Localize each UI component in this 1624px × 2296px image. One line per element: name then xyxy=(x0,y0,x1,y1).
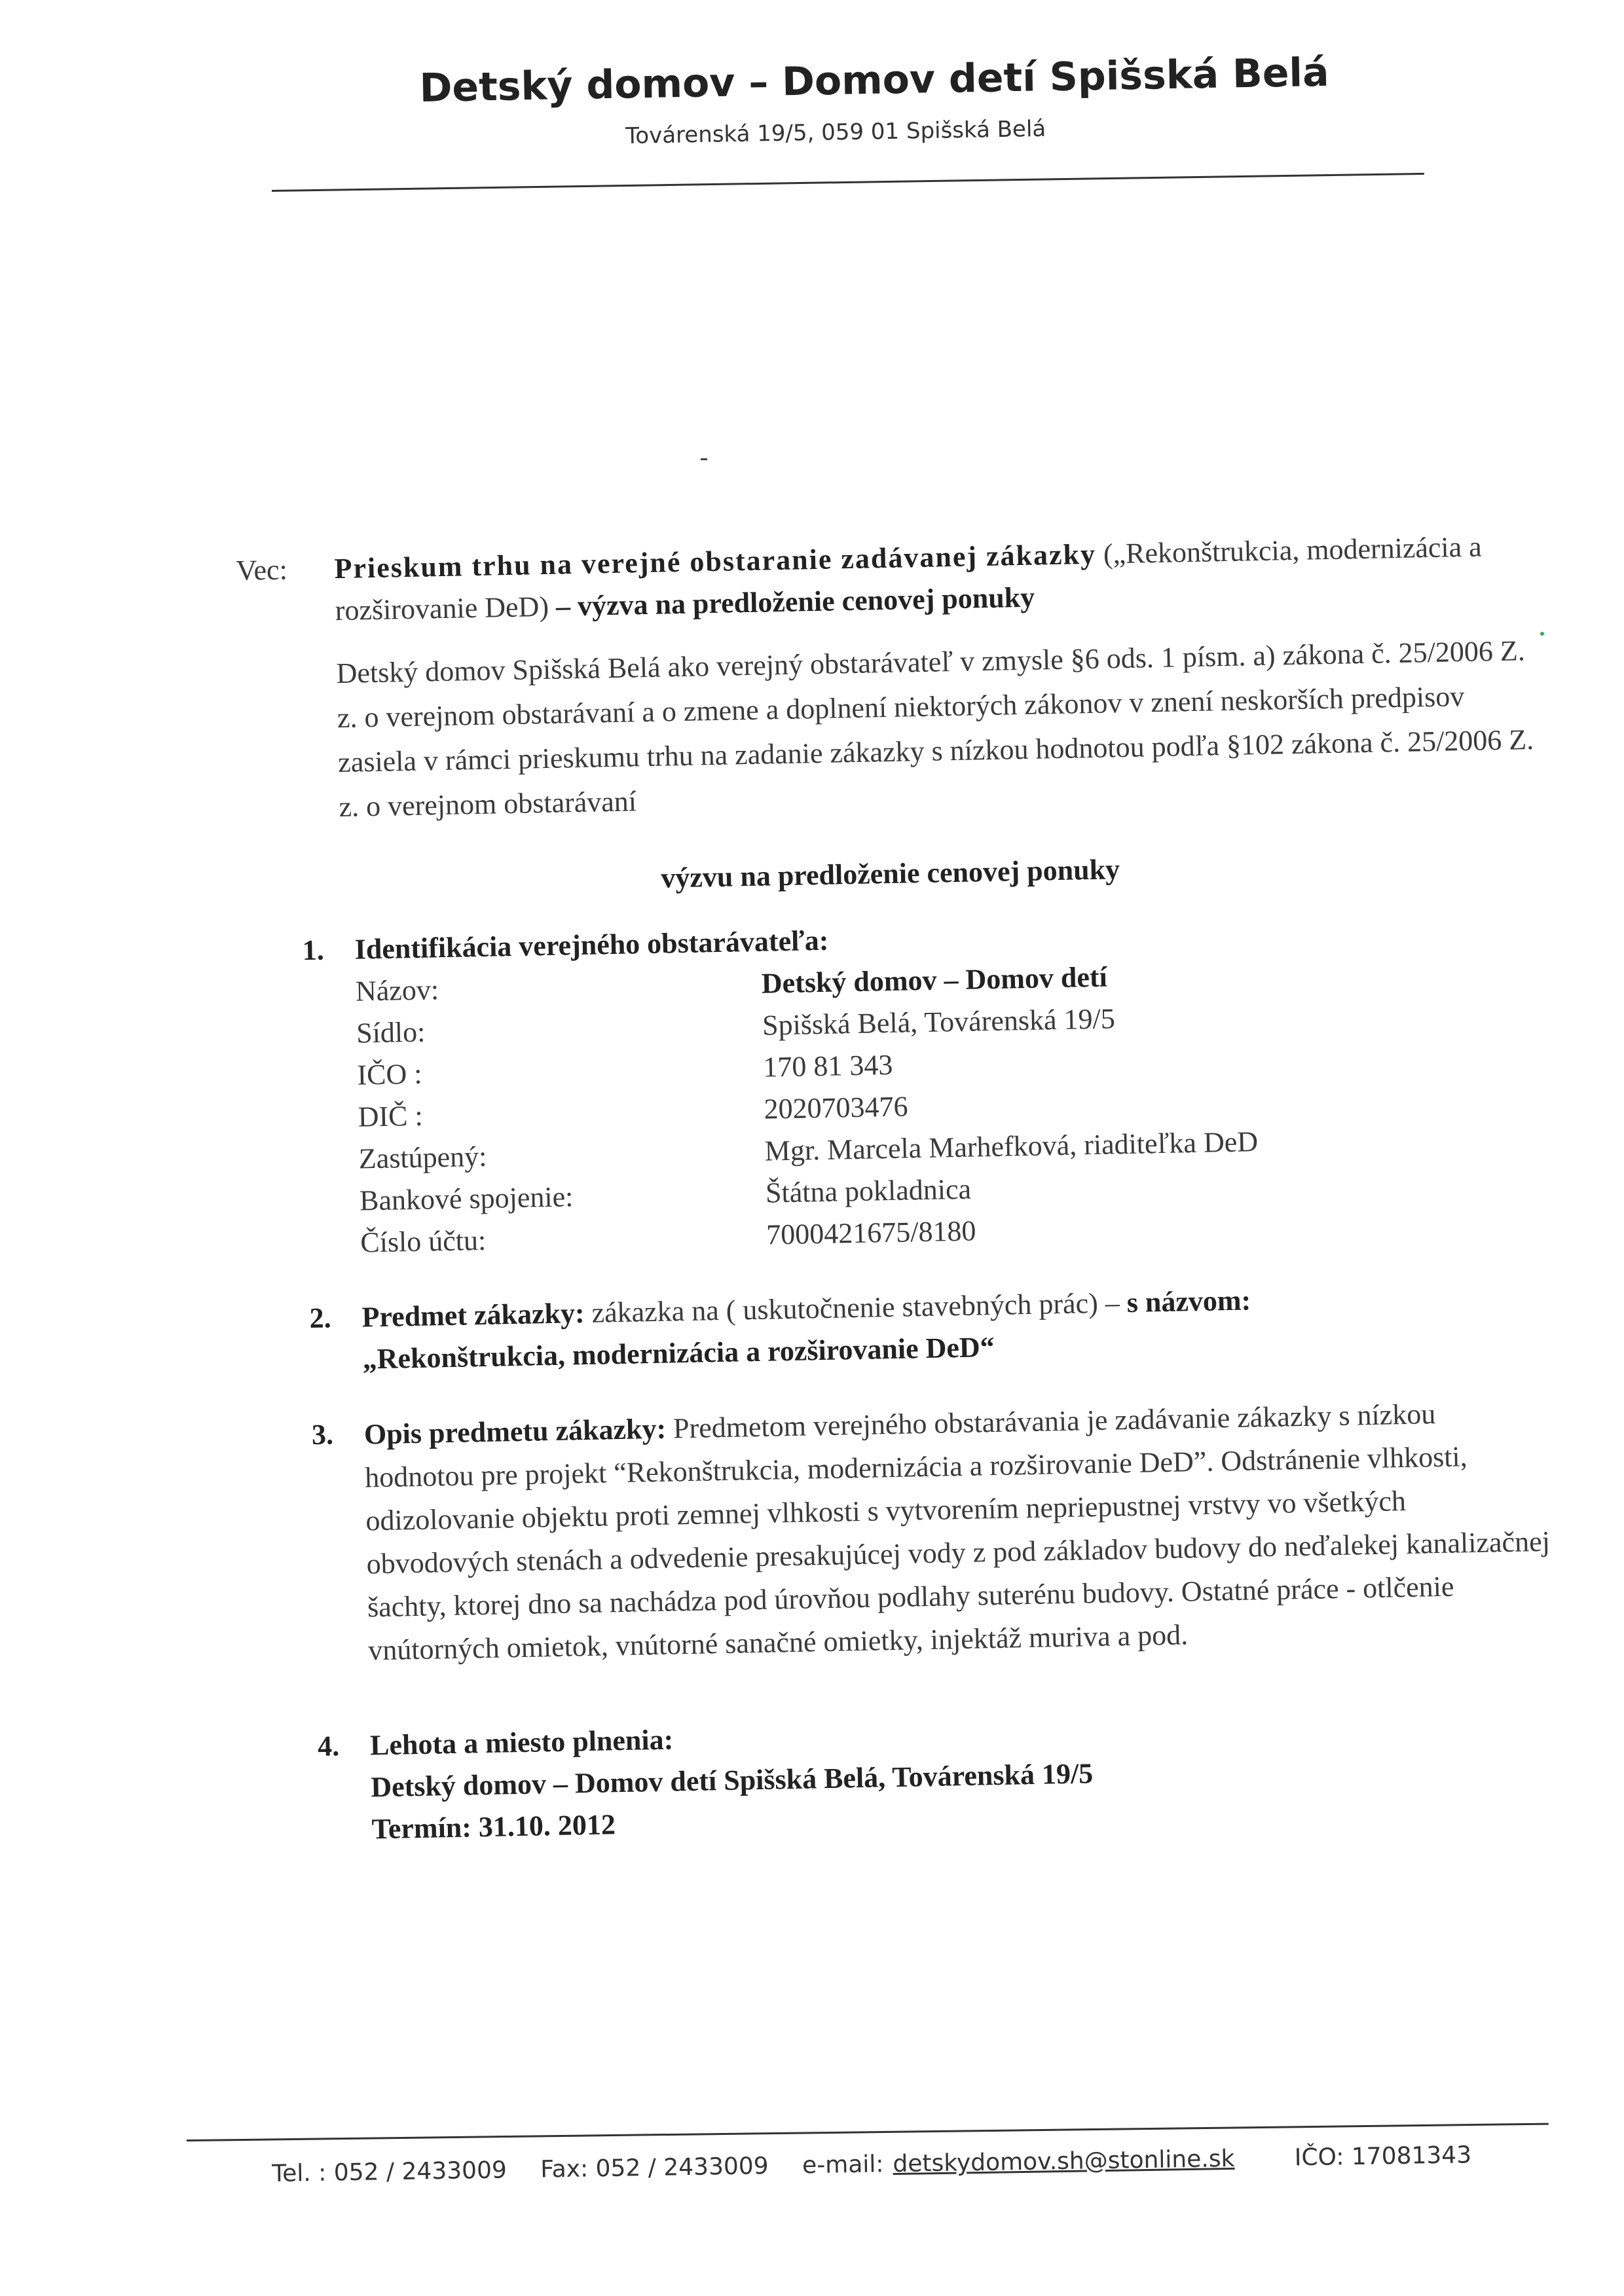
section-number: 2. xyxy=(309,1302,332,1335)
section-heading: Predmet zákazky: xyxy=(361,1296,585,1334)
section-heading: Identifikácia verejného obstarávateľa: xyxy=(354,924,829,966)
footer-email-label: e-mail: xyxy=(802,2151,884,2179)
subject-call: – výzva na predloženie cenovej ponuky xyxy=(555,581,1035,623)
subject-title: Prieskum trhu na verejné obstaranie zadávanej zákazky xyxy=(334,538,1097,585)
section-number: 3. xyxy=(311,1418,334,1451)
field-label: Bankové spojenie: xyxy=(359,1180,574,1217)
scan-speck xyxy=(1540,632,1544,636)
field-label: Sídlo: xyxy=(356,1015,426,1049)
footer-fax: Fax: 052 / 2433009 xyxy=(540,2153,769,2183)
header-divider xyxy=(272,173,1424,192)
field-value: Mgr. Marcela Marhefková, riaditeľka DeD xyxy=(764,1125,1259,1167)
section-description xyxy=(252,1391,1553,1675)
field-label: DIČ : xyxy=(358,1099,424,1133)
project-name: „Rekonštrukcia, modernizácia a rozširovanie DeD“ xyxy=(362,1330,995,1376)
field-value: 170 81 343 xyxy=(762,1048,893,1084)
section-name-label: s názvom: xyxy=(1126,1284,1251,1319)
section-heading: Lehota a miesto plnenia: xyxy=(369,1723,674,1762)
section-heading: Opis predmetu zákazky: xyxy=(363,1412,667,1451)
footer-phone: Tel. : 052 / 2433009 xyxy=(272,2157,507,2187)
page-title: Detský domov – Domov detí Spišská Belá xyxy=(419,49,1330,111)
delivery-term: Termín: 31.10. 2012 xyxy=(371,1808,616,1846)
field-value: 2020703476 xyxy=(764,1090,908,1125)
field-label: IČO : xyxy=(356,1057,422,1091)
field-value: Spišská Belá, Továrenská 19/5 xyxy=(762,1002,1116,1042)
footer-email-link[interactable]: detskydomov.sh@stonline.sk xyxy=(893,2145,1235,2178)
footer-ico: IČO: 17081343 xyxy=(1294,2141,1472,2172)
footer xyxy=(272,2141,1516,2187)
delivery-place: Detský domov – Domov detí Spišská Belá, Továrenská 19/5 xyxy=(370,1757,1094,1804)
section-text: Predmetom verejného obstarávania je zadávanie zákazky s nízkou hodnotou pre projekt “Rekonštrukcia, modernizácia a rozširovanie DeD”. Odstránenie vlhkosti, odizolovanie objektu proti zemnej vlhkosti s vytvorením nepriepustnej vrstvy vo všetkých obvodových stenách a odvedenie presakujúcej vody z pod základov budovy do neďalekej kanalizačnej šachty, ktorej dno sa nachádza pod úrovňou podlahy suterénu budovy. Ostatné práce - otlčenie vnútorných omietok, vnútorné sanačné omietky, injektáž muriva a pod. xyxy=(364,1398,1551,1667)
subject-line xyxy=(236,525,1534,634)
call-heading: výzvu na predloženie cenovej ponuky xyxy=(660,853,1120,894)
scan-speck xyxy=(701,458,707,460)
section-number: 4. xyxy=(317,1730,340,1762)
footer-divider xyxy=(187,2123,1549,2141)
subject-project: („Rekonštrukcia, modernizácia a rozširovanie DeD) xyxy=(335,530,1483,627)
field-label: Názov: xyxy=(355,974,439,1008)
field-label: Číslo účtu: xyxy=(360,1224,487,1259)
identification-fields xyxy=(355,948,1545,1264)
section-text: zákazka na ( uskutočnenie stavebných prác) – xyxy=(591,1286,1120,1329)
field-value: 7000421675/8180 xyxy=(766,1214,976,1251)
field-value: Detský domov – Domov detí xyxy=(761,960,1108,1000)
field-label: Zastúpený: xyxy=(358,1140,487,1175)
letter-body xyxy=(236,525,1557,1853)
section-identification xyxy=(243,906,1545,1266)
subject-label: Vec: xyxy=(236,553,288,587)
header-address: Továrenská 19/5, 059 01 Spišská Belá xyxy=(625,115,1046,149)
section-number: 1. xyxy=(302,934,325,967)
intro-paragraph: Detský domov Spišská Belá ako verejný obstarávateľ v zmysle §6 ods. 1 písm. a) zákona č. 25/2006 Z. z. o verejnom obstarávaní a o zmene a doplnení niektorých zákonov v znení neskorších predpisov zasiela v rámci prieskumu trhu na zadanie zákazky s nízkou hodnotou podľa §102 zákona č. 25/2006 Z. z. o verejnom obstarávaní xyxy=(336,634,1534,824)
field-value: Štátna pokladnica xyxy=(765,1173,972,1209)
section-deadline xyxy=(259,1702,1557,1853)
